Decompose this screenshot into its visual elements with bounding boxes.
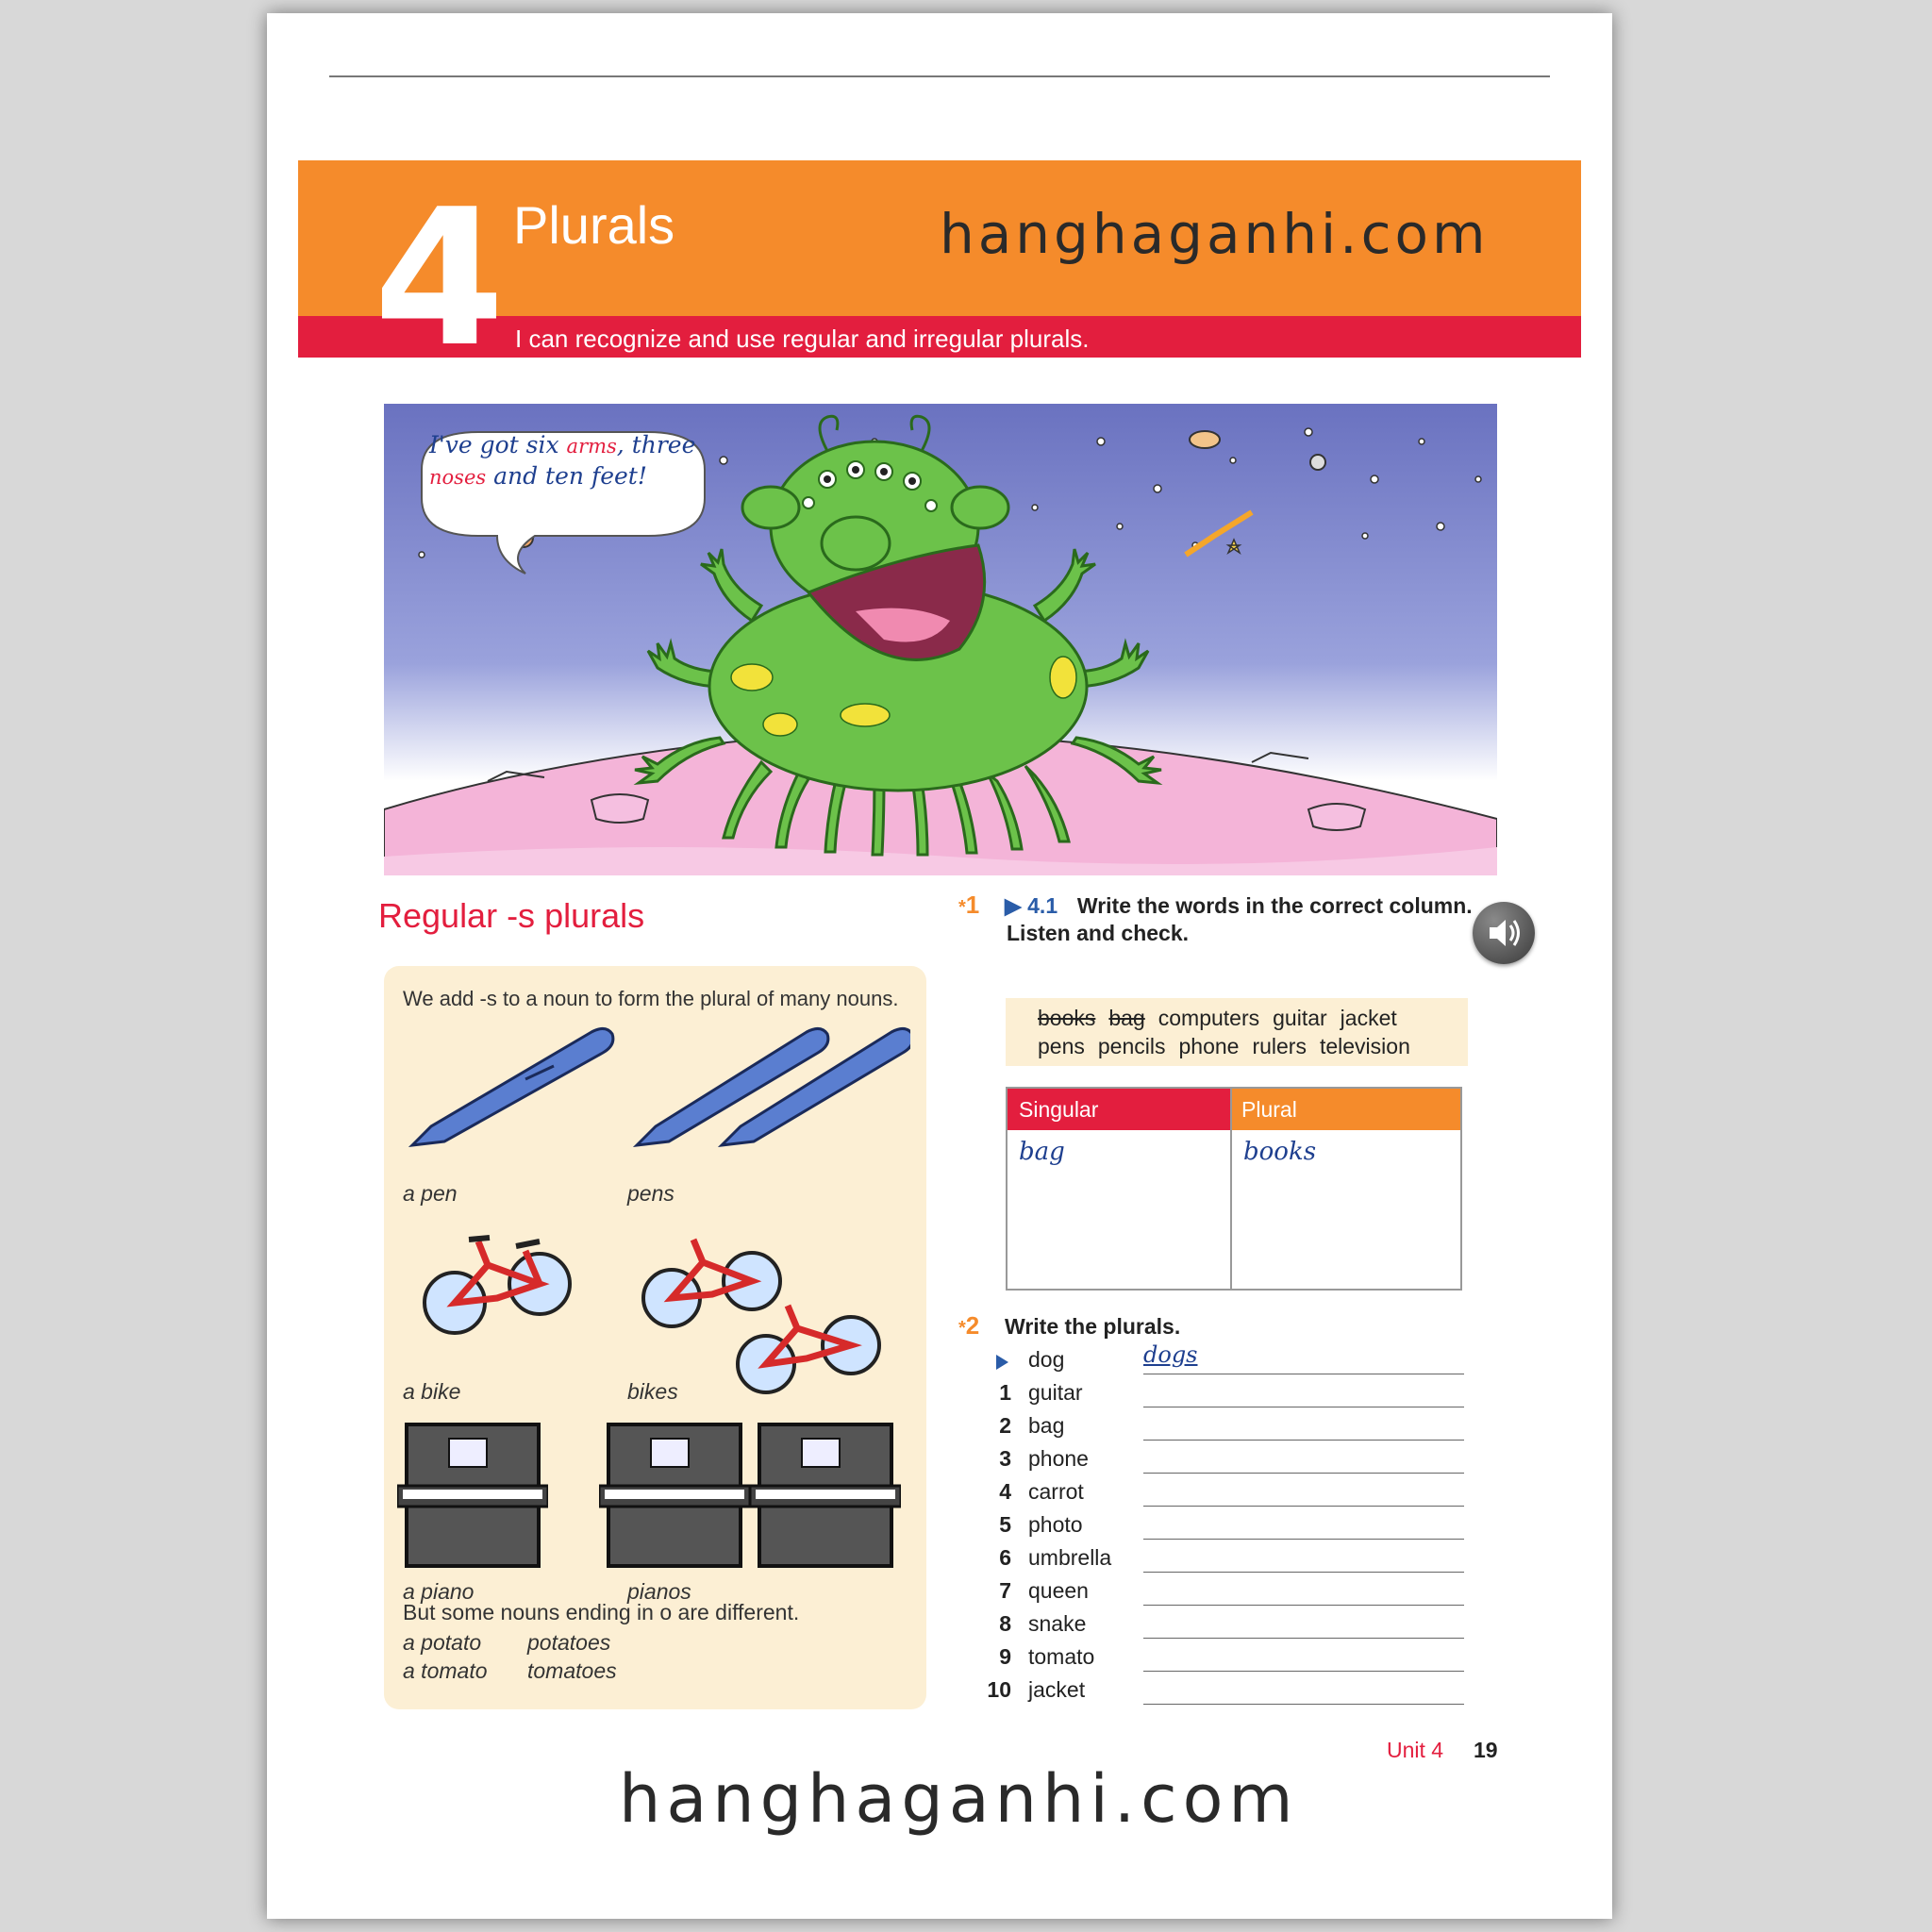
singular-answer[interactable]: bag: [1019, 1138, 1065, 1166]
list-item: 2 bag: [985, 1413, 1475, 1446]
section-title: Regular -s plurals: [378, 896, 645, 935]
list-item: dog dogs: [985, 1347, 1475, 1380]
caption-a-bike: a bike: [403, 1379, 461, 1404]
word-box: [1006, 998, 1468, 1066]
example-answer[interactable]: dogs: [1143, 1341, 1198, 1368]
piano-image: [397, 1415, 548, 1579]
caption-pianos: pianos: [627, 1579, 691, 1604]
word-chip: bag: [1108, 1006, 1145, 1030]
bike-image: [422, 1213, 573, 1349]
pianos-image: [599, 1415, 901, 1579]
list-item: 1 guitar: [985, 1380, 1475, 1413]
word-chip: phone: [1178, 1034, 1240, 1058]
unit-title: Plurals: [513, 195, 675, 255]
pen-image: [403, 1013, 620, 1158]
answer-line[interactable]: [1143, 1539, 1464, 1540]
list-item: 9 tomato: [985, 1644, 1475, 1677]
example-singular: a tomato: [403, 1658, 488, 1683]
list-item: 4 carrot: [985, 1479, 1475, 1512]
list-item: 8 snake: [985, 1611, 1475, 1644]
grammar-note: But some nouns ending in o are different.: [403, 1600, 800, 1624]
list-item: 5 photo: [985, 1512, 1475, 1545]
word-chip: rulers: [1252, 1034, 1307, 1058]
word-chip: computers: [1158, 1006, 1260, 1030]
example-arrow-icon: [996, 1355, 1008, 1370]
word-chip: guitar: [1273, 1006, 1327, 1030]
caption-a-piano: a piano: [403, 1579, 475, 1604]
page-number: 19: [1474, 1738, 1498, 1762]
exercise-1-instruction: Listen and check.: [1007, 921, 1190, 945]
exercise-1-heading: *1 ▶ 4.1 Write the words in the correct column.: [958, 891, 1473, 919]
watermark-top: hanghaganhi.com: [940, 202, 1490, 266]
top-rule: [329, 75, 1550, 77]
grammar-intro: We add -s to a noun to form the plural of many nouns.: [403, 987, 899, 1010]
grammar-box: [384, 966, 926, 1709]
exercise-2-heading: *2 Write the plurals.: [958, 1311, 1181, 1340]
speech-bubble: I've got six arms, three noses and ten feet!: [429, 431, 696, 490]
answer-line[interactable]: [1143, 1671, 1464, 1672]
caption-a-pen: a pen: [403, 1181, 458, 1206]
answer-line[interactable]: [1143, 1704, 1464, 1705]
pens-image: [627, 1013, 910, 1158]
example-plural: tomatoes: [527, 1658, 617, 1683]
answer-line[interactable]: [1143, 1506, 1464, 1507]
audio-track-icon[interactable]: ▶: [1005, 893, 1022, 918]
answer-line[interactable]: [1143, 1473, 1464, 1474]
column-header-singular: Singular: [1008, 1089, 1230, 1130]
bikes-image: [639, 1213, 893, 1406]
answer-line[interactable]: [1143, 1440, 1464, 1441]
speaker-icon[interactable]: [1473, 902, 1535, 964]
plural-answer[interactable]: books: [1243, 1138, 1317, 1166]
example-plural: potatoes: [527, 1630, 611, 1655]
answer-line[interactable]: [1143, 1605, 1464, 1606]
alien-illustration: [384, 404, 1497, 875]
word-chip: jacket: [1340, 1006, 1397, 1030]
word-chip: books: [1038, 1006, 1096, 1030]
learning-objective: I can recognize and use regular and irregular plurals.: [515, 325, 1090, 353]
workbook-page: [267, 13, 1612, 1919]
column-header-plural: Plural: [1230, 1089, 1460, 1130]
footer-unit-label: Unit 4: [1387, 1738, 1444, 1762]
list-item: 10 jacket: [985, 1677, 1475, 1710]
list-item: 3 phone: [985, 1446, 1475, 1479]
caption-pens: pens: [627, 1181, 675, 1206]
list-item: 7 queen: [985, 1578, 1475, 1611]
word-chip: television: [1319, 1034, 1410, 1058]
watermark-bottom: hanghaganhi.com: [619, 1760, 1299, 1838]
caption-bikes: bikes: [627, 1379, 678, 1404]
singular-plural-table: [1006, 1087, 1462, 1291]
answer-line[interactable]: [1143, 1638, 1464, 1639]
list-item: 6 umbrella: [985, 1545, 1475, 1578]
unit-banner: [298, 160, 1581, 389]
example-singular: a potato: [403, 1630, 482, 1655]
unit-number: 4: [374, 169, 500, 389]
word-chip: pens: [1038, 1034, 1085, 1058]
answer-line[interactable]: [1143, 1572, 1464, 1573]
word-chip: pencils: [1097, 1034, 1166, 1058]
